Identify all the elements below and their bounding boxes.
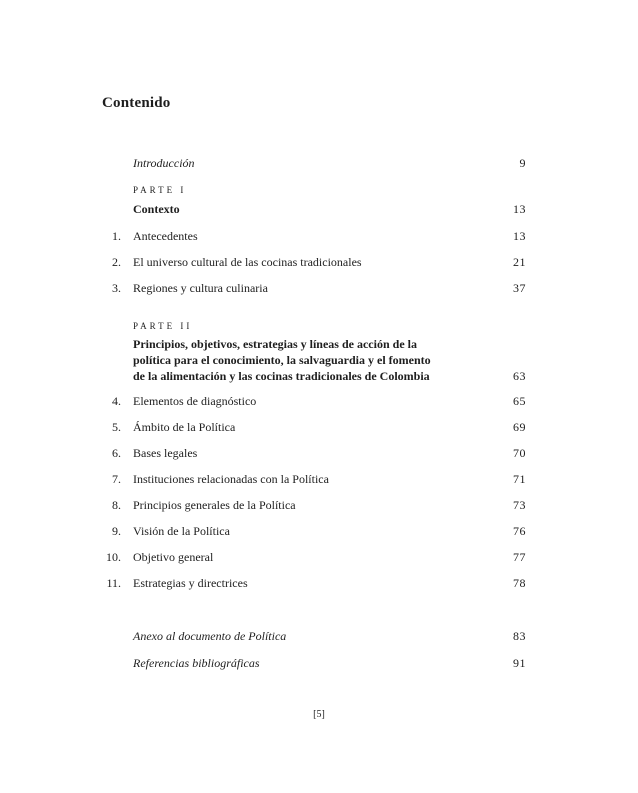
- toc-page-number: 63: [513, 369, 526, 383]
- chapter-number: 1.: [112, 229, 121, 243]
- toc-entry-label-line: de la alimentación y las cocinas tradicionales de Colombia: [133, 369, 430, 383]
- toc-page-number: 69: [513, 420, 526, 434]
- chapter-number: 8.: [112, 498, 121, 512]
- toc-page-number: 83: [513, 629, 526, 643]
- chapter-number: 2.: [112, 255, 121, 269]
- toc-entry-label: Visión de la Política: [133, 524, 230, 538]
- toc-page-number: 70: [513, 446, 526, 460]
- part-label: PARTE II: [133, 321, 193, 331]
- toc-entry-label: Introducción: [133, 156, 195, 170]
- toc-entry-label: Objetivo general: [133, 550, 214, 564]
- toc-page-number: 91: [513, 656, 526, 670]
- toc-page-number: 78: [513, 576, 526, 590]
- chapter-number: 9.: [112, 524, 121, 538]
- toc-page-number: 73: [513, 498, 526, 512]
- toc-entry-label: Antecedentes: [133, 229, 198, 243]
- toc-page-number: 13: [513, 202, 526, 216]
- toc-entry-label: Regiones y cultura culinaria: [133, 281, 268, 295]
- toc-page-number: 37: [513, 281, 526, 295]
- toc-page-number: 71: [513, 472, 526, 486]
- chapter-number: 10.: [106, 550, 121, 564]
- chapter-number: 3.: [112, 281, 121, 295]
- toc-entry-label: Referencias bibliográficas: [133, 656, 260, 670]
- toc-entry-label: Principios generales de la Política: [133, 498, 296, 512]
- toc-entry-label: Elementos de diagnóstico: [133, 394, 257, 408]
- toc-entry-label: El universo cultural de las cocinas tradicionales: [133, 255, 362, 269]
- toc-entry-label: [133, 336, 431, 384]
- toc-page-number: 21: [513, 255, 526, 269]
- toc-entry-label: Bases legales: [133, 446, 198, 460]
- toc-entry-label: Anexo al documento de Política: [133, 629, 287, 643]
- page-title: Contenido: [102, 95, 171, 111]
- chapter-number: 5.: [112, 420, 121, 434]
- chapter-number: 11.: [106, 576, 121, 590]
- toc-entry-part-2[interactable]: [0, 336, 638, 386]
- toc-page-number: 9: [519, 156, 526, 170]
- chapter-number: 6.: [112, 446, 121, 460]
- toc-entry-label: Instituciones relacionadas con la Política: [133, 472, 329, 486]
- toc-entry-label-line: Principios, objetivos, estrategias y líneas de acción de la: [133, 337, 417, 351]
- toc-entry-label: Estrategias y directrices: [133, 576, 248, 590]
- page-folio: [5]: [313, 709, 325, 720]
- chapter-number: 4.: [112, 394, 121, 408]
- toc-page-number: 77: [513, 550, 526, 564]
- toc-entry-label: Contexto: [133, 202, 180, 216]
- toc-entry-label-line: política para el conocimiento, la salvaguardia y el fomento: [133, 353, 431, 367]
- chapter-number: 7.: [112, 472, 121, 486]
- toc-entry-label: Ámbito de la Política: [133, 420, 236, 434]
- toc-page-number: 65: [513, 394, 526, 408]
- part-label: PARTE I: [133, 185, 187, 195]
- toc-page-number: 13: [513, 229, 526, 243]
- toc-page-number: 76: [513, 524, 526, 538]
